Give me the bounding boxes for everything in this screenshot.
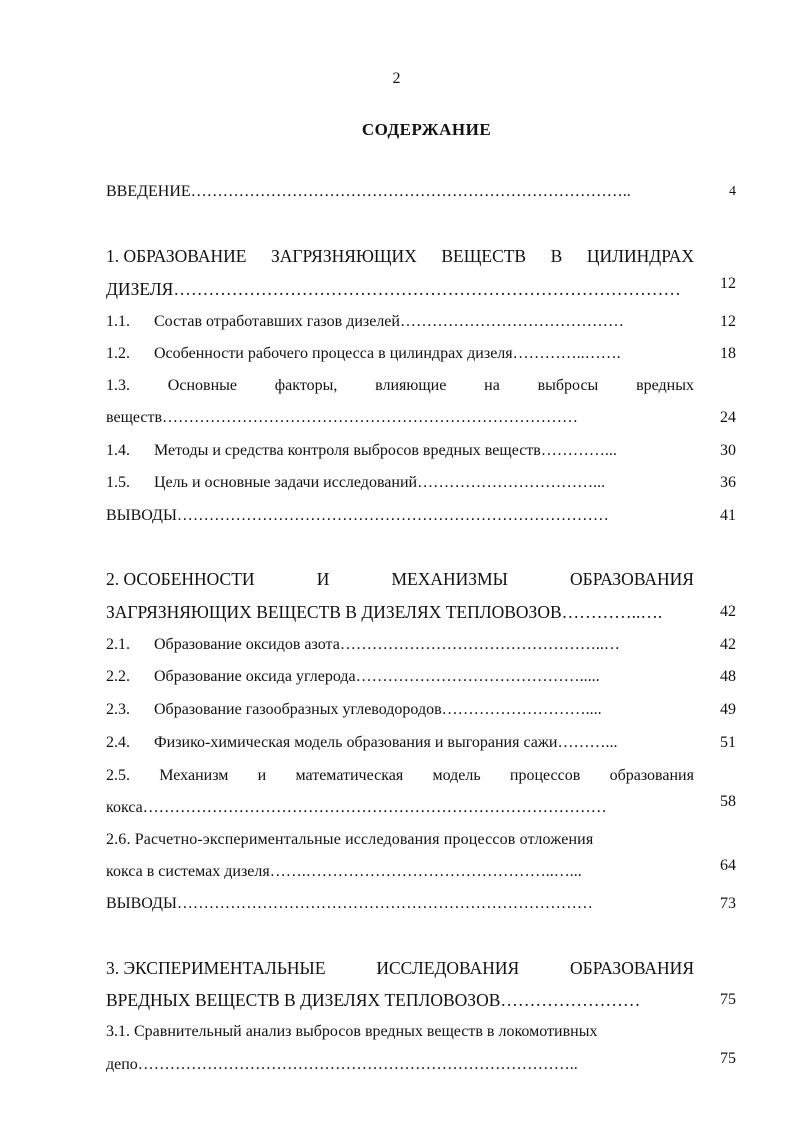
toc-item-1-3-line2: веществ…………………………………………………………………… <box>106 409 579 426</box>
toc-item-2-6: 2.6. Расчетно-экспериментальные исследования процессов отложения <box>106 831 594 848</box>
toc-item-page: 30 <box>720 442 736 459</box>
toc-item: 2.4. Физико-химическая модель образования и выгорания сажи………... <box>106 734 618 751</box>
chapter-3-title: 3. ЭКСПЕРИМЕНТАЛЬНЫЕ ИССЛЕДОВАНИЯ ОБРАЗОВАНИЯ <box>106 958 694 978</box>
chapter-2-page: 42 <box>720 603 736 620</box>
toc-item: 1.2. Особенности рабочего процесса в цилиндрах дизеля…………..……. <box>106 345 621 362</box>
toc-intro-page: 4 <box>729 184 736 199</box>
toc-item-page: 64 <box>720 857 736 874</box>
chapter-3-page: 75 <box>720 991 736 1008</box>
toc-item-page: 75 <box>720 1050 736 1067</box>
toc-item-2-5: 2.5. Механизм и математическая модель процессов образования <box>106 767 694 784</box>
chapter-2-conclusions: ВЫВОДЫ…………………………………………………………………… <box>106 895 593 912</box>
toc-item-page: 49 <box>720 701 736 718</box>
chapter-2-title: 2. ОСОБЕННОСТИ И МЕХАНИЗМЫ ОБРАЗОВАНИЯ <box>106 569 694 589</box>
chapter-2-title-line2: ЗАГРЯЗНЯЮЩИХ ВЕЩЕСТВ В ДИЗЕЛЯХ ТЕПЛОВОЗОВ…………..…. <box>106 602 663 622</box>
toc-item-page: 48 <box>720 668 736 685</box>
toc-heading: СОДЕРЖАНИЕ <box>361 120 492 139</box>
toc-item-2-5-line2: кокса…………………………………………………………………………… <box>106 799 607 816</box>
toc-item-page: 18 <box>720 345 736 362</box>
chapter-1-conclusions-page: 41 <box>720 507 736 524</box>
chapter-1-title: 1. ОБРАЗОВАНИЕ ЗАГРЯЗНЯЮЩИХ ВЕЩЕСТВ В ЦИЛИНДРАХ <box>106 246 694 266</box>
page-number: 2 <box>392 70 401 87</box>
toc-item: 2.2. Образование оксида углерода……………………………………..... <box>106 668 600 685</box>
toc-item-1-3: 1.3. Основные факторы, влияющие на выбросы вредных <box>106 377 694 394</box>
chapter-1-page: 12 <box>720 275 736 292</box>
toc-item-page: 58 <box>720 793 736 810</box>
toc-item-page: 36 <box>720 474 736 491</box>
toc-item-page: 51 <box>720 734 736 751</box>
toc-item: 2.1. Образование оксидов азота…………………………………………..… <box>106 636 620 653</box>
chapter-2-conclusions-page: 73 <box>720 895 736 912</box>
chapter-1-title-line2: ДИЗЕЛЯ…………………………………………………………………………… <box>106 279 681 299</box>
toc-item-page: 24 <box>720 409 736 426</box>
chapter-1-conclusions: ВЫВОДЫ……………………………………………………………………… <box>106 507 609 524</box>
toc-item: 2.3. Образование газообразных углеводородов……………………….... <box>106 701 602 718</box>
chapter-3-title-line2: ВРЕДНЫХ ВЕЩЕСТВ В ДИЗЕЛЯХ ТЕПЛОВОЗОВ…………………… <box>106 990 641 1010</box>
toc-item-page: 12 <box>720 313 736 330</box>
toc-item: 1.5. Цель и основные задачи исследований……………………………... <box>106 474 606 491</box>
toc-item-page: 42 <box>720 636 736 653</box>
toc-item: 1.1. Состав отработавших газов дизелей…………………………………… <box>106 313 624 330</box>
toc-item: 1.4. Методы и средства контроля выбросов вредных веществ…………... <box>106 442 617 459</box>
toc-item-3-1: 3.1. Сравнительный анализ выбросов вредных веществ в локомотивных <box>106 1023 598 1040</box>
toc-item-2-6-line2: кокса в системах дизеля…….………………………………………..…... <box>106 863 582 880</box>
toc-item-3-1-line2: депо……………………………………………………………………….. <box>106 1056 578 1073</box>
toc-intro: ВВЕДЕНИЕ……………………………………………………………………….. <box>106 183 631 200</box>
